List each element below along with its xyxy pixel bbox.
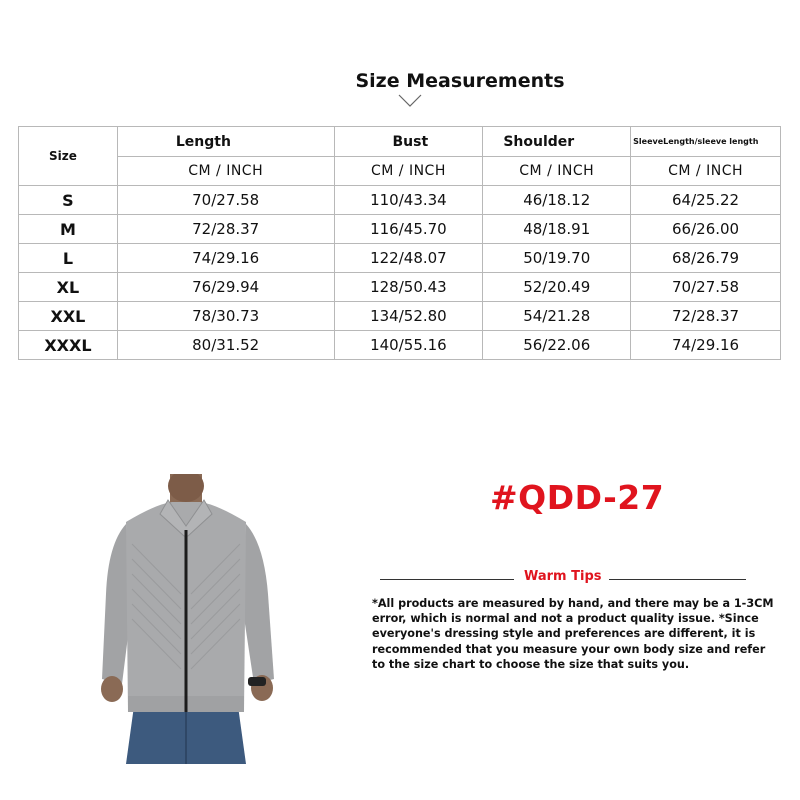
column-header-sleeve-length: SleeveLength/sleeve length	[631, 127, 781, 157]
length-cell: 78/30.73	[117, 302, 334, 331]
warm-tips-text: *All products are measured by hand, and there may be a 1-3CM error, which is normal and not a product quality issue. *Since everyone's dressing style and preferences are different, it is recommended that you measure your own body size and refer to the size chart to choose the size that suits you.	[372, 597, 774, 671]
size-cell: XL	[19, 273, 118, 302]
divider-left	[380, 579, 514, 580]
table-row	[19, 186, 781, 215]
size-cell: S	[19, 186, 118, 215]
length-cell: 76/29.94	[117, 273, 334, 302]
shoulder-cell: 56/22.06	[483, 331, 631, 360]
size-cell: L	[19, 244, 118, 273]
column-header-bust: Bust	[334, 127, 483, 157]
table-header-row	[19, 127, 781, 157]
length-cell: 72/28.37	[117, 215, 334, 244]
table-row	[19, 302, 781, 331]
bust-cell: 128/50.43	[334, 273, 483, 302]
sleeve-cell: 66/26.00	[631, 215, 781, 244]
divider-right	[609, 579, 746, 580]
sleeve-cell: 68/26.79	[631, 244, 781, 273]
shoulder-cell: 46/18.12	[483, 186, 631, 215]
table-row	[19, 331, 781, 360]
size-cell: XXL	[19, 302, 118, 331]
size-table	[18, 126, 781, 360]
product-model-image	[86, 474, 286, 764]
size-cell: M	[19, 215, 118, 244]
bust-cell: 134/52.80	[334, 302, 483, 331]
sleeve-cell: 72/28.37	[631, 302, 781, 331]
shoulder-cell: 52/20.49	[483, 273, 631, 302]
warm-tips-label: Warm Tips	[524, 569, 602, 584]
bust-cell: 116/45.70	[334, 215, 483, 244]
bust-cell: 140/55.16	[334, 331, 483, 360]
size-cell: XXXL	[19, 331, 118, 360]
bust-cell: 110/43.34	[334, 186, 483, 215]
unit-label: CM / INCH	[631, 157, 781, 186]
table-row	[19, 215, 781, 244]
unit-label: CM / INCH	[117, 157, 334, 186]
table-row	[19, 273, 781, 302]
length-cell: 70/27.58	[117, 186, 334, 215]
unit-label: CM / INCH	[483, 157, 631, 186]
table-row	[19, 244, 781, 273]
shoulder-cell: 50/19.70	[483, 244, 631, 273]
page-title: Size Measurements	[355, 70, 565, 92]
column-header-shoulder: Shoulder	[483, 127, 631, 157]
sleeve-cell: 64/25.22	[631, 186, 781, 215]
column-header-length: Length	[117, 127, 334, 157]
product-code: #QDD-27	[490, 478, 665, 517]
length-cell: 80/31.52	[117, 331, 334, 360]
unit-label: CM / INCH	[334, 157, 483, 186]
unit-row	[19, 157, 781, 186]
sleeve-cell: 70/27.58	[631, 273, 781, 302]
shoulder-cell: 54/21.28	[483, 302, 631, 331]
chevron-down-icon	[397, 93, 423, 109]
bust-cell: 122/48.07	[334, 244, 483, 273]
length-cell: 74/29.16	[117, 244, 334, 273]
sleeve-cell: 74/29.16	[631, 331, 781, 360]
size-column-header: Size	[19, 127, 118, 186]
shoulder-cell: 48/18.91	[483, 215, 631, 244]
